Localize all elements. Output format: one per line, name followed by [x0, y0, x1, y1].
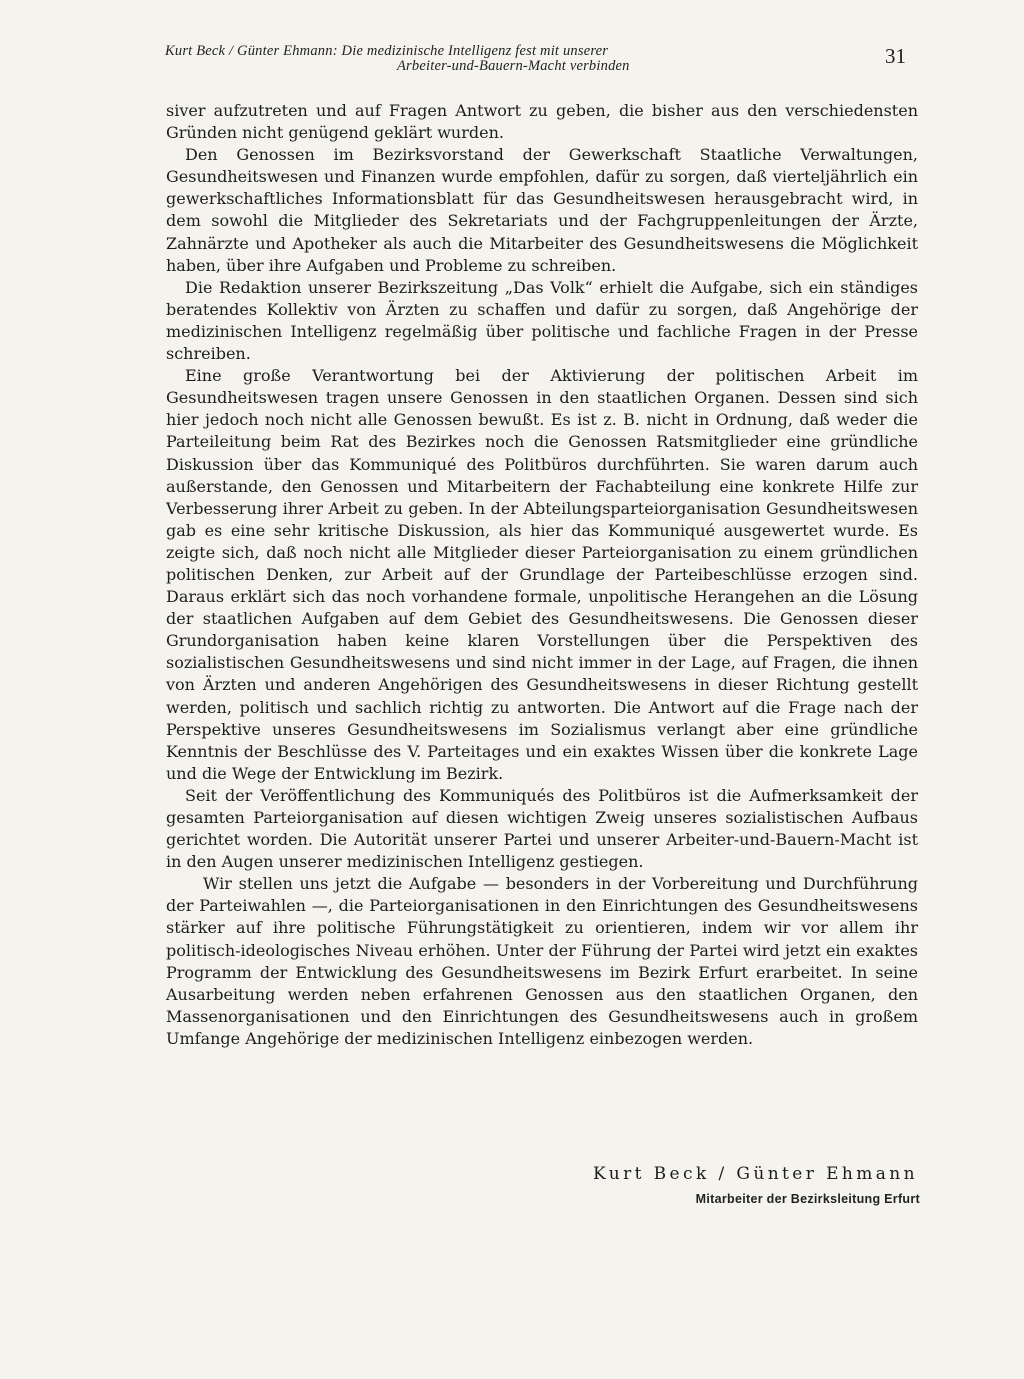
- article-body: [166, 100, 918, 1050]
- page-number: 31: [885, 44, 906, 68]
- paragraph-redaktion: Die Redaktion unserer Bezirkszeitung „Das Volk“ erhielt die Aufgabe, sich ein ständiges beratendes Kollektiv von Ärzten zu schaffen und dafür zu sorgen, daß Angehörige der medizinischen Intelligenz regelmäßig über politische und fachliche Fragen in der Presse schreiben.: [166, 277, 918, 364]
- running-header-line-2: Arbeiter-und-Bauern-Macht verbinden: [397, 58, 630, 74]
- paragraph-veroeffentlichung: Seit der Veröffentlichung des Kommuniqués des Politbüros ist die Aufmerksamkeit der gesamten Parteiorganisation auf diesen wichtigen Zweig unseres sozialistischen Aufbaus gerichtet worden. Die Autorität unserer Partei und unserer Arbeiter-und-Bauern-Macht ist in den Augen unserer medizinischen Intelligenz gestiegen.: [166, 785, 918, 872]
- paragraph-gewerkschaft: Den Genossen im Bezirksvorstand der Gewerkschaft Staatliche Verwaltungen, Gesundheitswesen und Finanzen wurde empfohlen, dafür zu sorgen, daß vierteljährlich ein gewerkschaftliches Informationsblatt für das Gesundheitswesen herausgebracht wird, in dem sowohl die Mitglieder des Sekretariats und der Fachgruppenleitungen der Ärzte, Zahnärzte und Apotheker als auch die Mitarbeiter des Gesundheitswesens die Möglichkeit haben, über ihre Aufgaben und Probleme zu schreiben.: [166, 145, 918, 275]
- running-header-line-1: Kurt Beck / Günter Ehmann: Die medizinische Intelligenz fest mit unserer: [165, 43, 609, 59]
- paragraph-verantwortung: Eine große Verantwortung bei der Aktivierung der politischen Arbeit im Gesundheitswesen tragen unsere Genossen in den staatlichen Organen. Dessen sind sich hier jedoch noch nicht alle Genossen bewußt. Es ist z. B. nicht in Ordnung, daß weder die Parteileitung beim Rat des Bezirkes noch die Genossen Ratsmitglieder eine gründliche Diskussion über das Kommuniqué des Politbüros durchführten. Sie waren darum auch außerstande, den Genossen und Mitarbeitern der Fachabteilung eine konkrete Hilfe zur Verbesserung ihrer Arbeit zu geben. In der Abteilungsparteiorganisation Gesundheitswesen gab es eine sehr kritische Diskussion, als hier das Kommuniqué ausgewertet wurde. Es zeigte sich, daß noch nicht alle Mitglieder dieser Parteiorganisation zu einem gründlichen politischen Denken, zur Arbeit auf der Grundlage der Parteibeschlüsse erzogen sind. Daraus erklärt sich das noch vorhandene formale, unpolitische Herangehen an die Lösung der staatlichen Aufgaben auf dem Gebiet des Gesundheitswesens. Die Genossen dieser Grundorganisation haben keine klaren Vorstellungen über die Perspektiven des sozialistischen Gesundheitswesens und sind nicht immer in der Lage, auf Fragen, die ihnen von Ärzten und anderen Angehörigen des Gesundheitswesens in dieser Richtung gestellt werden, politisch und sachlich richtig zu antworten. Die Antwort auf die Frage nach der Perspektive unseres Gesundheitswesens im Sozialismus verlangt aber eine gründliche Kenntnis der Beschlüsse des V. Parteitages und ein exaktes Wissen über die konkrete Lage und die Wege der Entwicklung im Bezirk.: [166, 366, 918, 783]
- author-signature: Kurt Beck / Günter Ehmann: [593, 1164, 918, 1184]
- running-header: [165, 44, 765, 74]
- author-affiliation: Mitarbeiter der Bezirksleitung Erfurt: [695, 1192, 920, 1206]
- paragraph-continuation: siver aufzutreten und auf Fragen Antwort zu geben, die bisher aus den verschiedensten Gründen nicht genügend geklärt wurden.: [166, 101, 918, 143]
- paragraph-aufgabe: Wir stellen uns jetzt die Aufgabe — besonders in der Vorbereitung und Durchführung der Parteiwahlen —, die Parteiorganisationen in den Einrichtungen des Gesundheitswesens stärker auf ihre politische Führungstätigkeit zu orientieren, indem wir vor allem ihr politisch-ideologisches Niveau erhöhen. Unter der Führung der Partei wird jetzt ein exaktes Programm der Entwicklung des Gesundheitswesens im Bezirk Erfurt erarbeitet. In seine Ausarbeitung werden neben erfahrenen Genossen aus den staatlichen Organen, den Massenorganisationen und den Einrichtungen des Gesundheitswesens auch in großem Umfange Angehörige der medizinischen Intelligenz einbezogen werden.: [166, 874, 918, 1048]
